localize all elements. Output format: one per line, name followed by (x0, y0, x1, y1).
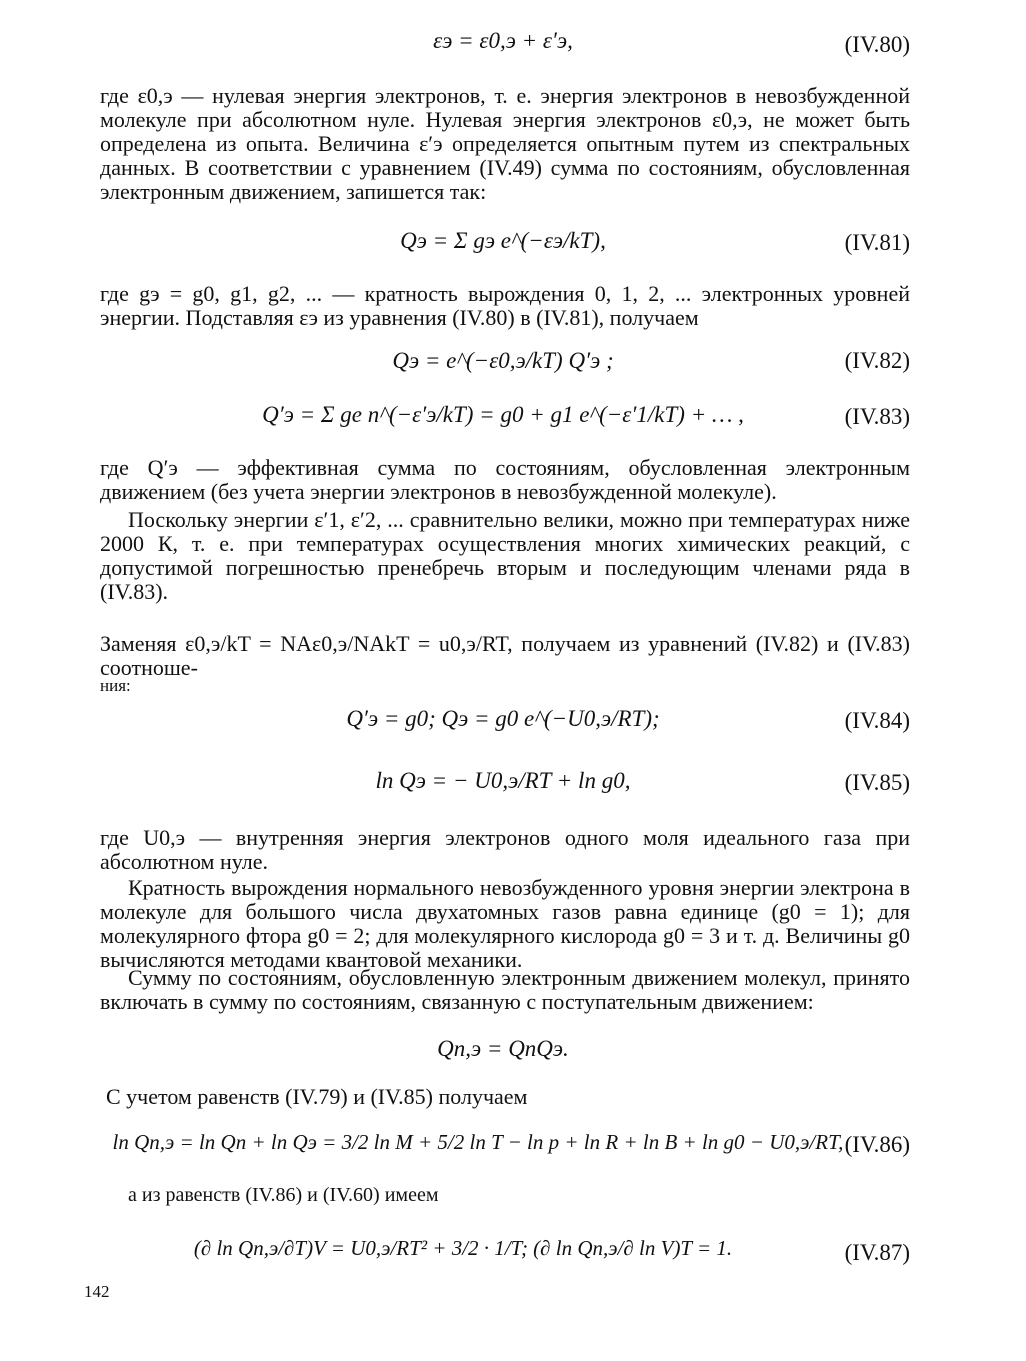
equation-number-iv81: (IV.81) (844, 230, 910, 255)
paragraph-substitution-end: ния: (100, 676, 131, 695)
equation-iv82: Qэ = e^(−ε0,э/kT) Q′э ; (392, 348, 614, 373)
paragraph-high-energies: Поскольку энергии ε′1, ε′2, ... сравнительно велики, можно при температурах ниже 2000 К, т. е. при температурах осуществления многих химических реакций, с допустимой погрешностью пренебречь вторым и последующим членами ряда в (IV.83). (100, 507, 910, 604)
equation-number-iv83: (IV.83) (844, 404, 910, 429)
paragraph-and-from: а из равенств (IV.86) и (IV.60) имеем (128, 1184, 439, 1206)
paragraph-zero-energy: где ε0,э — нулевая энергия электронов, т. е. энергия электронов в невозбужденной молекуле при абсолютном нуле. Нулевая энергия электронов ε0,э, не может быть определена из опыта. Величина ε′э определяется опытным путем из спектральных данных. В соответствии с уравнением (IV.49) сумма по состояниям, обусловленная электронным движением, запишется так: (100, 83, 910, 204)
equation-iv85: ln Qэ = − U0,э/RT + ln g0, (375, 768, 631, 793)
equation-number-iv85: (IV.85) (844, 770, 910, 795)
page-number: 142 (84, 1282, 110, 1301)
equation-iv83: Q′э = Σ gе n^(−ε′э/kT) = g0 + g1 e^(−ε′1/kT) + … , (262, 402, 744, 427)
paragraph-taking-into-account: С учетом равенств (IV.79) и (IV.85) получаем (106, 1084, 528, 1109)
paragraph-internal-energy: где U0,э — внутренняя энергия электронов одного моля идеального газа при абсолютном нуле. (100, 825, 910, 874)
equation-number-iv87: (IV.87) (844, 1240, 910, 1265)
equation-number-iv80: (IV.80) (844, 32, 910, 57)
equation-number-iv86: (IV.86) (844, 1132, 910, 1157)
equation-number-iv84: (IV.84) (844, 708, 910, 733)
paragraph-substitution: Заменяя ε0,э/kT = NAε0,э/NAkT = u0,э/RT, получаем из уравнений (IV.82) и (IV.83) соотноше- (100, 631, 910, 680)
equation-iv87: (∂ ln Qп,э/∂T)V = U0,э/RT² + 3/2 · 1/T; (∂ ln Qп,э/∂ ln V)T = 1. (193, 1236, 733, 1260)
paragraph-degeneracy: где gэ = g0, g1, g2, ... — кратность вырождения 0, 1, 2, ... электронных уровней энергии. Подставляя εэ из уравнения (IV.80) в (IV.81), получаем (100, 281, 910, 330)
equation-iv81: Qэ = Σ gэ e^(−εэ/kT), (400, 228, 606, 253)
paragraph-effective-sum: где Q′э — эффективная сумма по состояниям, обусловленная электронным движением (без учета энергии электронов в невозбужденной молекуле). (100, 455, 910, 504)
equation-number-iv82: (IV.82) (844, 348, 910, 373)
paragraph-sum-inclusion: Сумму по состояниям, обусловленную электронным движением молекул, принято включать в сумму по состояниям, связанную с поступательным движением: (100, 965, 910, 1014)
paragraph-degeneracy-normal: Кратность вырождения нормального невозбужденного уровня энергии электрона в молекуле для большого числа двухатомных газов равна единице (g0 = 1); для молекулярного фтора g0 = 2; для молекулярного кислорода g0 = 3 и т. д. Величины g0 вычисляются методами квантовой механики. (100, 875, 910, 972)
equation-unnumbered: Qп,э = QпQэ. (437, 1036, 569, 1061)
equation-iv80: εэ = ε0,э + ε′э, (433, 28, 573, 53)
equation-iv84: Q′э = g0; Qэ = g0 e^(−U0,э/RT); (346, 706, 660, 731)
equation-iv86: ln Qп,э = ln Qп + ln Qэ = 3/2 ln M + 5/2 ln T − ln p + ln R + ln B + ln g0 − U0,э/RT, (112, 1130, 844, 1154)
